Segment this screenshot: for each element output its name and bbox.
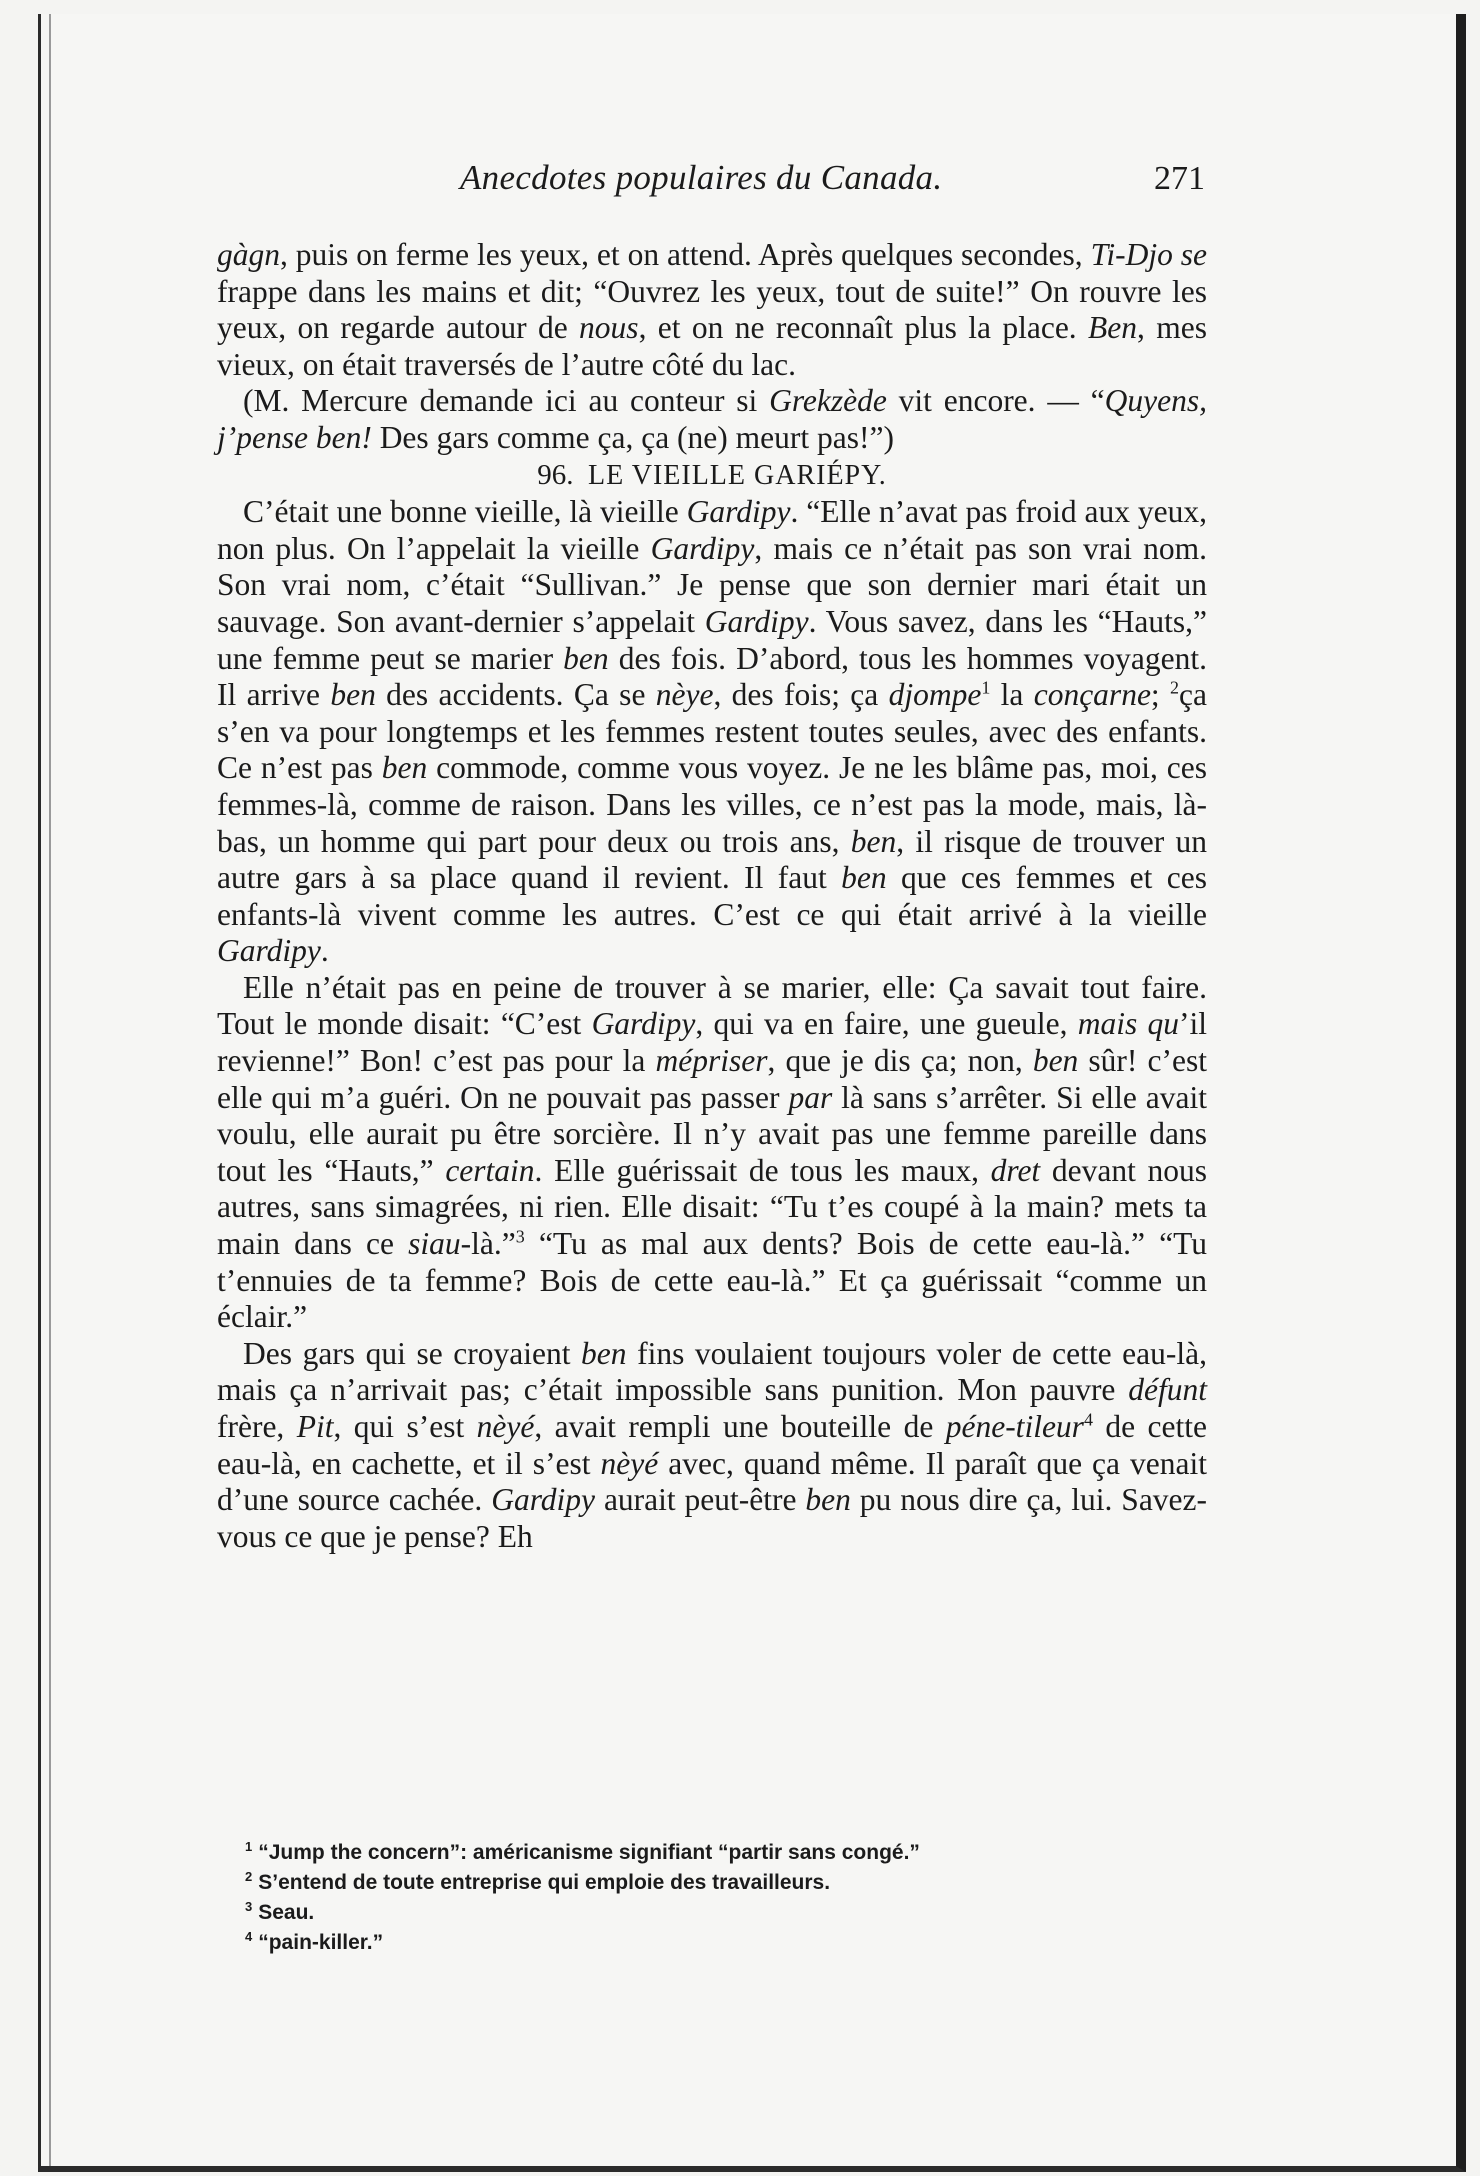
section-heading	[217, 457, 1207, 495]
section-number: 96.	[537, 458, 574, 491]
paragraph: Elle n’était pas en peine de trouver à se marier, elle: Ça savait tout faire. Tout le monde disait: “C’est Gardipy, qui va en faire, une gueule, mais qu’il revienne!” Bon! c’est pas pour la mépriser, que je dis ça; non, ben sûr! c’est elle qui m’a guéri. On ne pouvait pas passer par là sans s’arrêter. Si elle avait voulu, elle aurait pu être sorcière. Il n’y avait pas une femme pareille dans tout les “Hauts,” certain. Elle guérissait de tous les maux, dret devant nous autres, sans simagrées, ni rien. Elle disait: “Tu t’es coupé à la main? mets ta main dans ce siau-là.”$^3$ “Tu as mal aux dents? Bois de cette eau-là.” “Tu t’ennuies de ta femme? Bois de cette eau-là.” Et ça guérissait “comme un éclair.”	[217, 969, 1208, 1335]
paragraph-note: (M. Mercure demande ici au conteur si Grekzède vit encore. — “Quyens, j’pense ben! Des gars comme ça, ça (ne) meurt pas!”)	[217, 383, 1207, 455]
paragraph: Des gars qui se croyaient ben fins voulaient toujours voler de cette eau-là, mais ça n’arrivait pas; c’était impossible sans punition. Mon pauvre défunt frère, Pit, qui s’est nèyé, avait rempli une bouteille de péne-tileur$^4$ de cette eau-là, en cachette, et il s’est nèyé avec, quand même. Il paraît que ça venait d’une source cachée. Gardipy aurait peut-être ben pu nous dire ça, lui. Savez-vous ce que je pense? Eh	[217, 1335, 1208, 1554]
body-text	[217, 237, 1207, 1555]
page-number: 271	[1154, 160, 1205, 197]
running-head: Anecdotes populaires du Canada.	[460, 158, 943, 197]
page-edge-line	[49, 14, 51, 2166]
footnote: $^2$ S’entend de toute entreprise qui emploie des travailleurs.	[245, 1869, 831, 1894]
page-header	[460, 158, 1205, 208]
footnote: $^4$ “pain-killer.”	[245, 1929, 384, 1954]
section-title: LE VIEILLE GARIÉPY.	[588, 459, 887, 491]
paragraph: C’était une bonne vieille, là vieille Gardipy. “Elle n’avat pas froid aux yeux, non plus. On l’appelait la vieille Gardipy, mais ce n’était pas son vrai nom. Son vrai nom, c’était “Sullivan.” Je pense que son dernier mari était un sauvage. Son avant-dernier s’appelait Gardipy. Vous savez, dans les “Hauts,” une femme peut se marier ben des fois. D’abord, tous les hommes voyagent. Il arrive ben des accidents. Ça se nèye, des fois; ça djompe$^1$ la conçarne; $^2$ça s’en va pour longtemps et les femmes restent toutes seules, avec des enfants. Ce n’est pas ben commode, comme vous voyez. Je ne les blâme pas, moi, ces femmes-là, comme de raison. Dans les villes, ce n’est pas la mode, mais, là-bas, un homme qui part pour deux ou trois ans, ben, il risque de trouver un autre gars à sa place quand il revient. Il faut ben que ces femmes et ces enfants-là vivent comme les autres. C’est ce qui était arrivé à la vieille Gardipy.	[217, 494, 1208, 969]
footnote: $^1$ “Jump the concern”: américanisme signifiant “partir sans congé.”	[245, 1839, 920, 1864]
footnote: $^3$ Seau.	[245, 1899, 315, 1924]
paragraph-continuation: gàgn, puis on ferme les yeux, et on attend. Après quelques secondes, Ti-Djo se frappe dans les mains et dit; “Ouvrez les yeux, tout de suite!” On rouvre les yeux, on regarde autour de nous, et on ne reconnaît plus la place. Ben, mes vieux, on était traversés de l’autre côté du lac.	[217, 237, 1208, 382]
footnotes	[245, 1838, 1145, 1958]
